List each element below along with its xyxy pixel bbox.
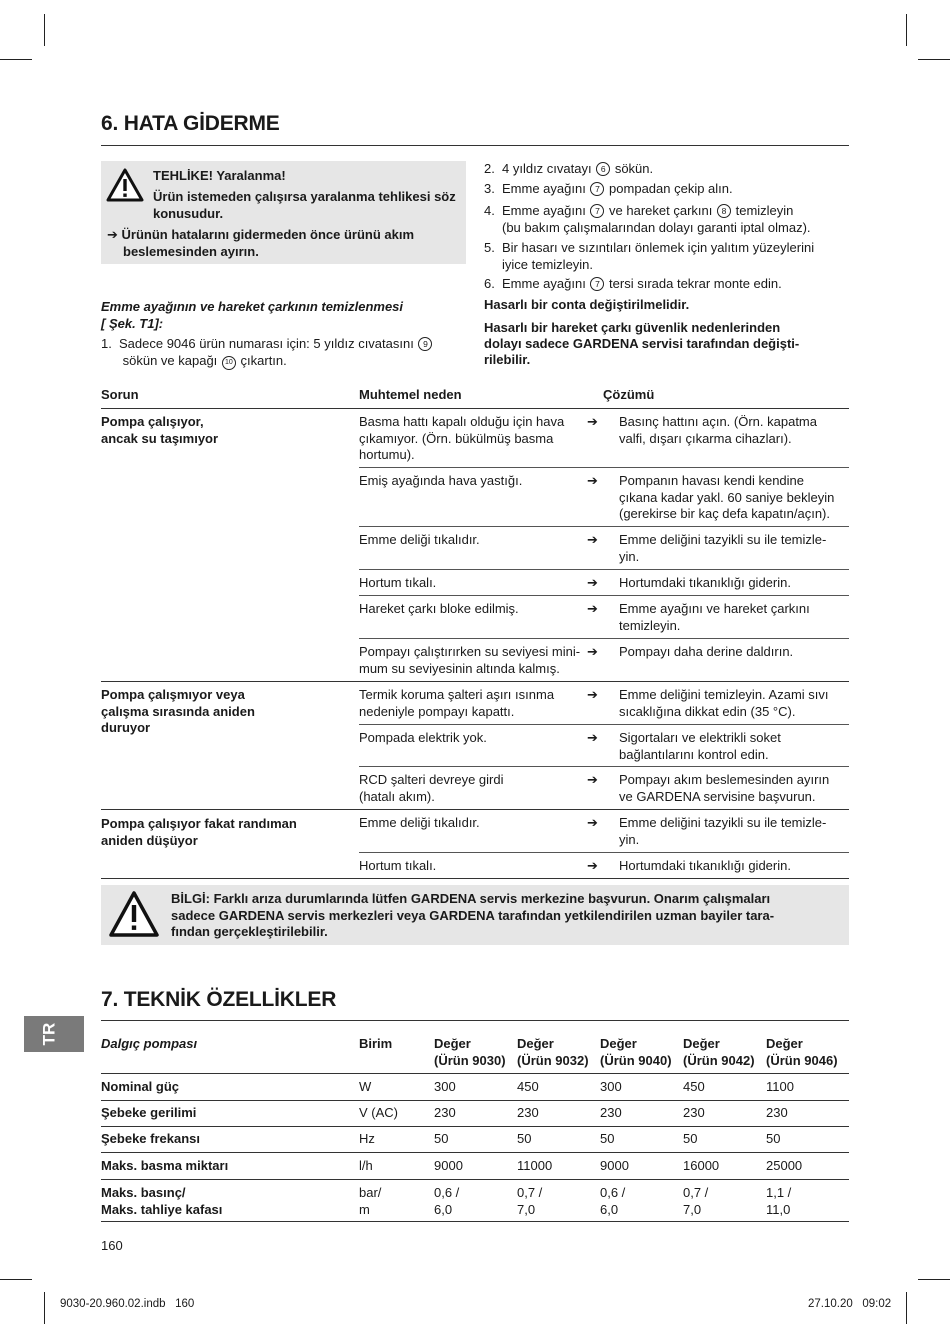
crop-mark	[0, 59, 32, 60]
group-rule	[101, 681, 849, 682]
step-3: 3. Emme ayağını 7 pompadan çekip alın.	[484, 181, 733, 196]
step-1: 1. Sadece 9046 ürün numarası için: 5 yıldız cıvatasını 9 sökün ve kapağı 10 çıkartın.	[101, 336, 461, 370]
spec-header-model: Değer (Ürün 9030)	[434, 1036, 506, 1068]
cause-cell: Basma hattı kapalı olduğu için hava çıkamıyor. (Örn. bükülmüş basma hortumu).	[359, 414, 565, 462]
solution-cell: ➔ Pompayı daha derine daldırın.	[587, 644, 794, 659]
warning-triangle-icon	[108, 890, 160, 938]
row-rule	[359, 766, 849, 767]
row-rule	[359, 724, 849, 725]
note-impeller-l2: dolayı sadece GARDENA servisi tarafından değişti-	[484, 336, 800, 351]
language-tab: TR	[24, 1016, 84, 1052]
spec-value: 0,6 / 6,0	[434, 1185, 460, 1217]
spec-row-rule	[101, 1179, 849, 1180]
spec-value: 230	[434, 1105, 456, 1120]
arrow-right-icon: ➔	[587, 644, 598, 659]
arrow-right-icon: ➔	[587, 687, 598, 702]
cause-cell: Emme deliği tıkalıdır.	[359, 532, 480, 547]
arrow-right-icon: ➔	[587, 772, 598, 787]
crop-mark	[0, 1279, 32, 1280]
problem-3: Pompa çalışıyor fakat randıman aniden düşüyor	[101, 816, 297, 848]
spec-value: 50	[766, 1131, 781, 1146]
crop-mark	[918, 1279, 950, 1280]
cause-cell: Pompayı çalıştırırken su seviyesi mini- mum su seviyesinin altında kalmış.	[359, 644, 581, 676]
spec-row-unit: W	[359, 1079, 372, 1094]
cause-cell: Hortum tıkalı.	[359, 575, 437, 590]
title-rule	[101, 1020, 849, 1021]
spec-value: 25000	[766, 1158, 803, 1173]
spec-bottom-rule	[101, 1221, 849, 1222]
note-impeller-l1: Hasarlı bir hareket çarkı güvenlik nedenlerinden	[484, 320, 781, 335]
cause-cell: Hortum tıkalı.	[359, 858, 437, 873]
spec-row-name: Maks. basma miktarı	[101, 1158, 229, 1173]
spec-value: 0,7 / 7,0	[517, 1185, 543, 1217]
spec-value: 230	[517, 1105, 539, 1120]
cleaning-title-line2: [ Şek. T1]:	[101, 316, 164, 331]
crop-mark	[906, 1292, 907, 1324]
spec-value: 50	[600, 1131, 615, 1146]
row-rule	[359, 852, 849, 853]
spec-row-name: Şebeke gerilimi	[101, 1105, 197, 1120]
solution-cell: ➔ Hortumdaki tıkanıklığı giderin.	[587, 858, 791, 873]
spec-row-unit: V (AC)	[359, 1105, 398, 1120]
footer-right: 27.10.20 09:02	[808, 1298, 892, 1310]
info-text: BİLGİ: Farklı arıza durumlarında lütfen GARDENA servis merkezine başvurun. Onarım çalışmaları sadece GARDENA servis merkezleri veya GARDENA tarafından yetkilendirilen uzman bayiler tara- fından gerçekleştirilebilir.	[171, 891, 775, 939]
spec-value: 0,7 / 7,0	[683, 1185, 709, 1217]
section-6-title: 6. HATA GİDERME	[101, 112, 280, 135]
solution-cell: ➔ Emme ayağını ve hareket çarkını temizleyin.	[587, 601, 810, 633]
spec-header-model: Değer (Ürün 9032)	[517, 1036, 589, 1068]
row-rule	[359, 467, 849, 468]
crop-mark	[44, 1292, 45, 1324]
group-rule	[101, 809, 849, 810]
row-rule	[359, 595, 849, 596]
danger-heading: TEHLİKE! Yaralanma!	[153, 168, 286, 183]
spec-value: 1,1 / 11,0	[766, 1185, 792, 1217]
spec-row-rule	[101, 1152, 849, 1153]
spec-value: 16000	[683, 1158, 720, 1173]
problem-2: Pompa çalışmıyor veya çalışma sırasında aniden duruyor	[101, 687, 255, 735]
table-bottom-rule	[101, 878, 849, 879]
solution-cell: ➔ Emme deliğini temizleyin. Azami sıvı sıcaklığına dikkat edin (35 °C).	[587, 687, 829, 719]
solution-cell: ➔ Pompayı akım beslemesinden ayırın ve GARDENA servisine başvurun.	[587, 772, 830, 804]
arrow-right-icon: ➔	[587, 414, 598, 429]
spec-value: 0,6 / 6,0	[600, 1185, 626, 1217]
problem-1: Pompa çalışıyor, ancak su taşımıyor	[101, 414, 219, 446]
table-header-rule	[101, 408, 849, 409]
arrow-right-icon: ➔	[587, 575, 598, 590]
spec-value: 9000	[600, 1158, 629, 1173]
spec-value: 450	[517, 1079, 539, 1094]
spec-value: 1100	[766, 1079, 794, 1094]
row-rule	[359, 638, 849, 639]
spec-header-product: Dalgıç pompası	[101, 1036, 198, 1051]
spec-row-name: Maks. basınç/ Maks. tahliye kafası	[101, 1185, 223, 1217]
step-6: 6. Emme ayağını 7 tersi sırada tekrar monte edin.	[484, 276, 782, 291]
spec-row-name: Nominal güç	[101, 1079, 180, 1094]
danger-action: ➔ Ürünün hatalarını gidermeden önce ürünü akım beslemesinden ayırın.	[107, 227, 415, 259]
cause-cell: Hareket çarkı bloke edilmiş.	[359, 601, 519, 616]
spec-value: 230	[766, 1105, 788, 1120]
crop-mark	[44, 14, 45, 46]
arrow-right-icon: ➔	[587, 815, 598, 830]
solution-cell: ➔ Basınç hattını açın. (Örn. kapatma valfi, dışarı çıkarma cihazları).	[587, 414, 817, 446]
arrow-right-icon: ➔	[107, 227, 122, 242]
spec-value: 230	[600, 1105, 622, 1120]
spec-row-name: Şebeke frekansı	[101, 1131, 201, 1146]
solution-cell: ➔ Pompanın havası kendi kendine çıkana kadar yakl. 60 saniye bekleyin (gerekirse bir kaç defa kapatın/açın).	[587, 473, 835, 521]
spec-value: 50	[683, 1131, 698, 1146]
spec-header-model: Değer (Ürün 9046)	[766, 1036, 838, 1068]
ref-number-icon: 10	[222, 356, 236, 370]
spec-value: 300	[434, 1079, 456, 1094]
title-rule	[101, 145, 849, 146]
arrow-right-icon: ➔	[587, 532, 598, 547]
table-header-cause: Muhtemel neden	[359, 387, 462, 402]
note-impeller-l3: rilebilir.	[484, 352, 531, 367]
spec-row-unit: Hz	[359, 1131, 375, 1146]
solution-cell: ➔ Emme deliğini tazyikli su ile temizle- yin.	[587, 532, 827, 564]
warning-triangle-icon	[106, 168, 144, 202]
table-header-solution: Çözümü	[603, 387, 655, 402]
step-2: 2. 4 yıldız cıvatayı 6 sökün.	[484, 161, 654, 176]
spec-row-rule	[101, 1100, 849, 1101]
cause-cell: Emme deliği tıkalıdır.	[359, 815, 480, 830]
arrow-right-icon: ➔	[587, 473, 598, 488]
section-7-title: 7. TEKNİK ÖZELLİKLER	[101, 988, 337, 1011]
row-rule	[359, 526, 849, 527]
cause-cell: RCD şalteri devreye girdi (hatalı akım).	[359, 772, 504, 804]
crop-mark	[906, 14, 907, 46]
step-5: 5. Bir hasarı ve sızıntıları önlemek için yalıtım yüzeylerini iyice temizleyin.	[484, 240, 815, 272]
arrow-right-icon: ➔	[587, 858, 598, 873]
cause-cell: Emiş ayağında hava yastığı.	[359, 473, 523, 488]
crop-mark	[918, 59, 950, 60]
page-number: 160	[101, 1238, 123, 1253]
cleaning-title-line1: Emme ayağının ve hareket çarkının temizlenmesi	[101, 299, 404, 314]
cause-cell: Termik koruma şalteri aşırı ısınma nedeniyle pompayı kapattı.	[359, 687, 555, 719]
spec-row-unit: bar/ m	[359, 1185, 382, 1217]
arrow-right-icon: ➔	[587, 601, 598, 616]
spec-value: 300	[600, 1079, 622, 1094]
spec-header-model: Değer (Ürün 9042)	[683, 1036, 755, 1068]
danger-text: Ürün istemeden çalışırsa yaralanma tehlikesi söz konusudur.	[153, 189, 456, 221]
solution-cell: ➔ Hortumdaki tıkanıklığı giderin.	[587, 575, 791, 590]
solution-cell: ➔ Sigortaları ve elektrikli soket bağlantılarını kontrol edin.	[587, 730, 781, 762]
table-header-problem: Sorun	[101, 387, 139, 402]
footer-left: 9030-20.960.02.indb 160	[60, 1298, 195, 1310]
note-gasket: Hasarlı bir conta değiştirilmelidir.	[484, 297, 690, 312]
spec-value: 50	[517, 1131, 532, 1146]
ref-number-icon: 9	[418, 337, 432, 351]
spec-header-rule	[101, 1073, 849, 1074]
spec-header-unit: Birim	[359, 1036, 393, 1051]
spec-value: 11000	[517, 1158, 553, 1173]
row-rule	[359, 569, 849, 570]
spec-value: 9000	[434, 1158, 463, 1173]
step-4: 4. Emme ayağını 7 ve hareket çarkını 8 temizleyin (bu bakım çalışmalarından dolayı garanti iptal olmaz).	[484, 203, 811, 235]
cause-cell: Pompada elektrik yok.	[359, 730, 487, 745]
spec-header-model: Değer (Ürün 9040)	[600, 1036, 672, 1068]
spec-row-unit: l/h	[359, 1158, 373, 1173]
spec-value: 230	[683, 1105, 705, 1120]
arrow-right-icon: ➔	[587, 730, 598, 745]
solution-cell: ➔ Emme deliğini tazyikli su ile temizle- yin.	[587, 815, 827, 847]
spec-row-rule	[101, 1126, 849, 1127]
spec-value: 50	[434, 1131, 449, 1146]
spec-value: 450	[683, 1079, 705, 1094]
